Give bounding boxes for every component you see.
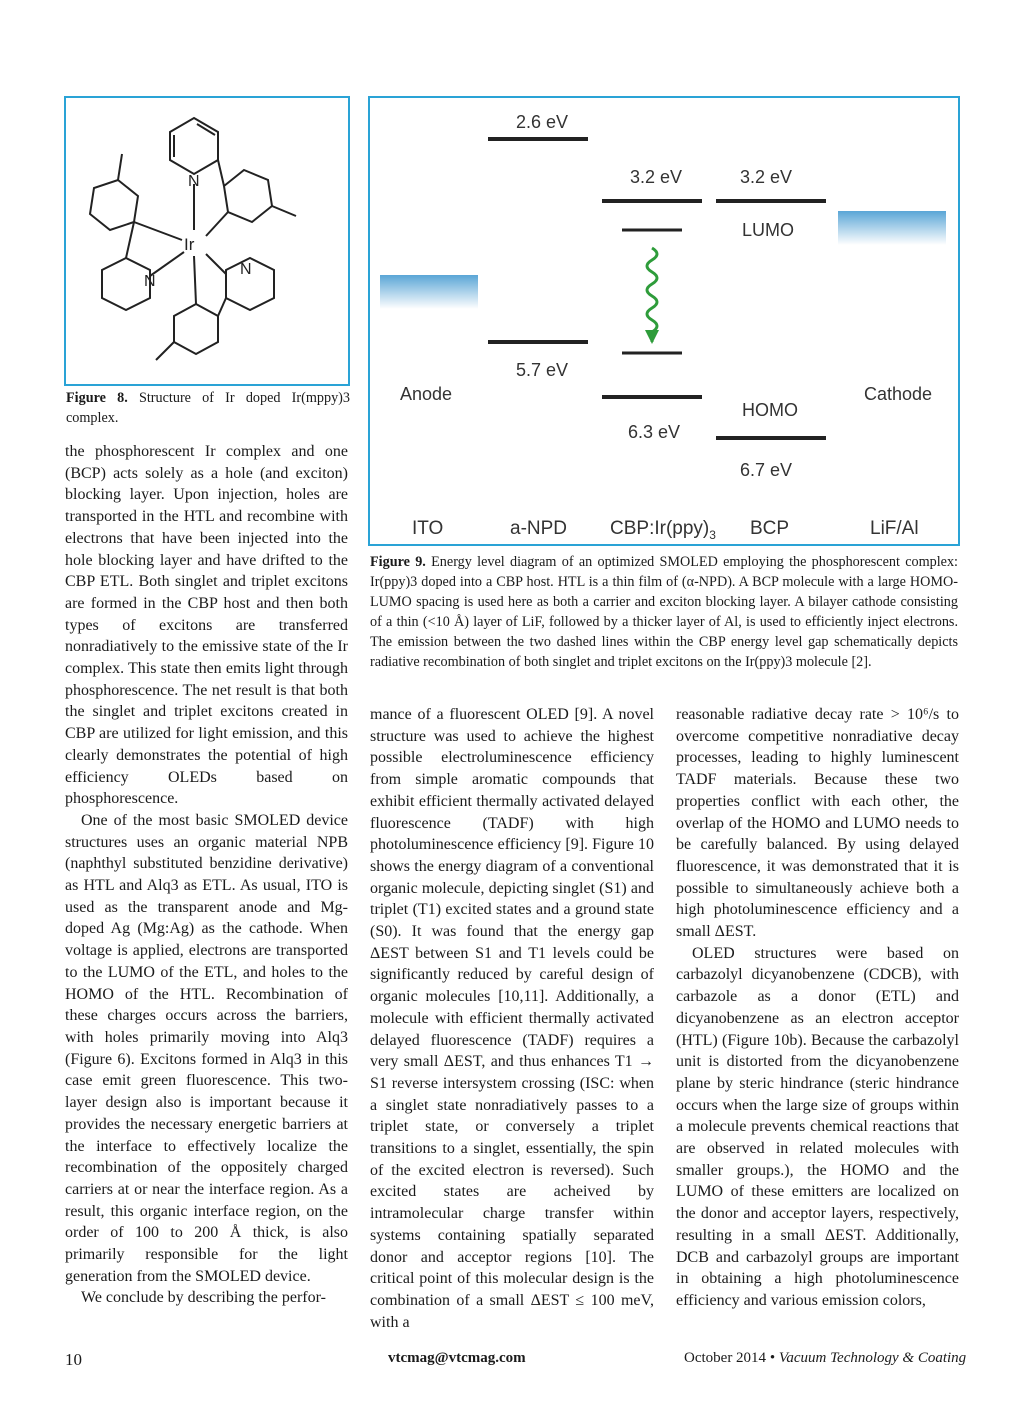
figure-9-box [368, 96, 960, 546]
body-column-1 [65, 441, 348, 1309]
level-3-2-ev-cbp: 3.2 eV [630, 167, 683, 187]
layer-lif-al: LiF/Al [870, 518, 919, 539]
layer-ito: ITO [412, 518, 444, 539]
footer-email: vtcmag@vtcmag.com [388, 1350, 526, 1366]
footer-date: October 2014 [684, 1350, 767, 1366]
emission-squiggle [647, 248, 657, 342]
ito-electrode-band [380, 275, 478, 309]
figure-9-text: Energy level diagram of an optimized SMOLED employing the phosphorescent complex: Ir(ppy)3 doped into a CBP host. HTL is a thin film of (α-NPD). A BCP molecule with a large HOMO-LUMO spacing is used here as both a carrier and exciton blocking layer. A bilayer cathode consisting of a thin (<10 Å) layer of LiF, followed by a thicker layer of Al, is used to efficiently inject electrons. The emission between the two dashed lines within the CBP energy level gap schematically depicts radiative recombination of both singlet and triplet excitons on the Ir(ppy)3 molecule [2]. [370, 554, 958, 670]
ir-complex-structure [66, 98, 348, 384]
pyridine-ring-left [102, 258, 150, 310]
atom-n-right: N [240, 261, 252, 278]
figure-8-caption [66, 388, 350, 428]
atom-n-left: N [144, 273, 156, 290]
emission-arrowhead [645, 330, 659, 344]
page-number: 10 [65, 1350, 82, 1369]
body-column-3 [676, 704, 959, 1312]
column-2-paragraph-1: mance of a fluorescent OLED [9]. A novel structure was used to achieve the highest possible electroluminescence efficiency from simple aromatic compounds that exhibit efficient thermally activated delayed fluorescence (TADF) with high photoluminescence efficiency [9]. Figure 10 shows the energy diagram of a conventional organic molecule, depicting singlet (S1) and triplet (T1) excited states and a ground state (S0). It was found that the energy gap ΔEST between S1 and T1 levels could be significantly reduced by careful design of organic molecules [10,11]. Additionally, a molecule with efficient thermally activated delayed fluorescence (TADF) requires a very small ΔEST, and thus enhances T1 → S1 reverse intersystem crossing (ISC: when a singlet state nonradiatively passes to a triplet state, or conversely a triplet transitions to a singlet, essentially, the spin of the excited electron is reversed). Such excited states are acheived by intramolecular charge transfer within systems containing spatially separated donor and acceptor regions [10]. The critical point of this molecular design is the combination of a small ΔEST ≤ 100 meV, with a [370, 706, 654, 1331]
anode-label: Anode [400, 384, 453, 404]
homo-label: HOMO [742, 400, 798, 420]
phenyl-ring-left [90, 180, 138, 230]
phenyl-ring-bottom [174, 304, 218, 354]
level-6-7-ev: 6.7 eV [740, 460, 793, 480]
footer-publication [684, 1350, 966, 1367]
figure-9-label: Figure 9. [370, 554, 426, 570]
column-3-paragraph-2: OLED structures were based on carbazolyl dicyanobenzene (CDCB), with carbazole as a donor (ETL) and dicyanobenzene as an electron acceptor (HTL) (Figure 10b). Because the carbazolyl unit is distorted from the dicyanobenzene plane by steric hindrance (steric hindrance occurs when the large size of groups within a molecule prevents chemical reactions that are observed in related molecules with smaller groups.), the HOMO and the LUMO of these emitters are localized on the donor and acceptor layers, respectively, resulting in a small ΔEST. Additionally, DCB and carbazolyl groups are important in obtaining a high photoluminescence efficiency and various emission colors, [676, 944, 959, 1309]
footer-bullet: • [769, 1350, 776, 1366]
column-1-paragraph-3: We conclude by describing the perfor- [81, 1289, 326, 1307]
figure-8-label: Figure 8. [66, 390, 128, 406]
layer-bcp: BCP [750, 518, 790, 539]
column-1-paragraph-1: the phosphorescent Ir complex and one (BCP) acts solely as a hole (and exciton) blocking layer. Upon injection, holes are transported in the HTL and recombine with electrons that have been injected into the hole blocking layer and have drifted to the CBP ETL. Both singlet and triplet excitons are formed in the CBP host and then both types of excitons are transferred nonradiatively to the emissive state of the Ir complex. This state then emits light through phosphorescence. The net result is that both the singlet and triplet excitons created in CBP are utilized for light emission, and this clearly demonstrates the potential of high efficiency OLEDs based on phosphorescence. [65, 443, 348, 808]
cathode-electrode-band [838, 211, 946, 245]
figure-9-caption [370, 552, 958, 672]
layer-a-npd: a-NPD [510, 518, 568, 539]
pyridine-ring-top [170, 118, 218, 174]
atom-n-top: N [188, 173, 200, 190]
figure-8-text: Structure of Ir doped Ir(mppy)3 complex. [66, 390, 350, 426]
cathode-label: Cathode [864, 384, 933, 404]
layer-cbp: $CBP:Ir(ppy)_3$ [610, 518, 716, 542]
phenyl-ring-top-right [224, 170, 272, 222]
footer-journal: Vacuum Technology & Coating [778, 1350, 967, 1366]
level-2-6-ev: 2.6 eV [516, 112, 569, 132]
energy-level-diagram [370, 98, 958, 544]
level-6-3-ev: 6.3 eV [628, 422, 681, 442]
body-column-2 [370, 704, 654, 1333]
figure-8-box [64, 96, 350, 386]
level-3-2-ev-bcp: 3.2 eV [740, 167, 793, 187]
column-3-paragraph-1: reasonable radiative decay rate > 10⁶/s to overcome competitive nonradiative decay processes, leading to highly luminescent TADF materials. Because these two properties conflict with each other, the overlap of the HOMO and LUMO needs to be carefully balanced. By using delayed fluorescence, it was demonstrated that it is possible to simultaneously achieve both a high photoluminescence efficiency and a small ΔEST. [676, 706, 959, 941]
level-5-7-ev: 5.7 eV [516, 360, 569, 380]
column-1-paragraph-2: One of the most basic SMOLED device structures uses an organic material NPB (naphthyl substituted benzidine derivative) as HTL and Alq3 as ETL. As usual, ITO is used as the transparent anode and Mg-doped Ag (Mg:Ag) as the cathode. When voltage is applied, electrons are transported to the LUMO of the ETL, and holes to the HOMO of the HTL. Recombination of these charges occurs across the barriers, with holes primarily moving into Alq3 (Figure 6). Excitons formed in Alq3 in this case emit green fluorescence. This two-layer design also is important because it provides the necessary energetic barriers at the interface to effectively localize the recombination of the oppositely charged carriers at or near the interface region. As a result, this organic interface region, on the order of 100 to 200 Å thick, is also primarily responsible for the light generation from the SMOLED device. [65, 811, 348, 1285]
lumo-label: LUMO [742, 220, 795, 240]
atom-ir: Ir [184, 235, 195, 254]
